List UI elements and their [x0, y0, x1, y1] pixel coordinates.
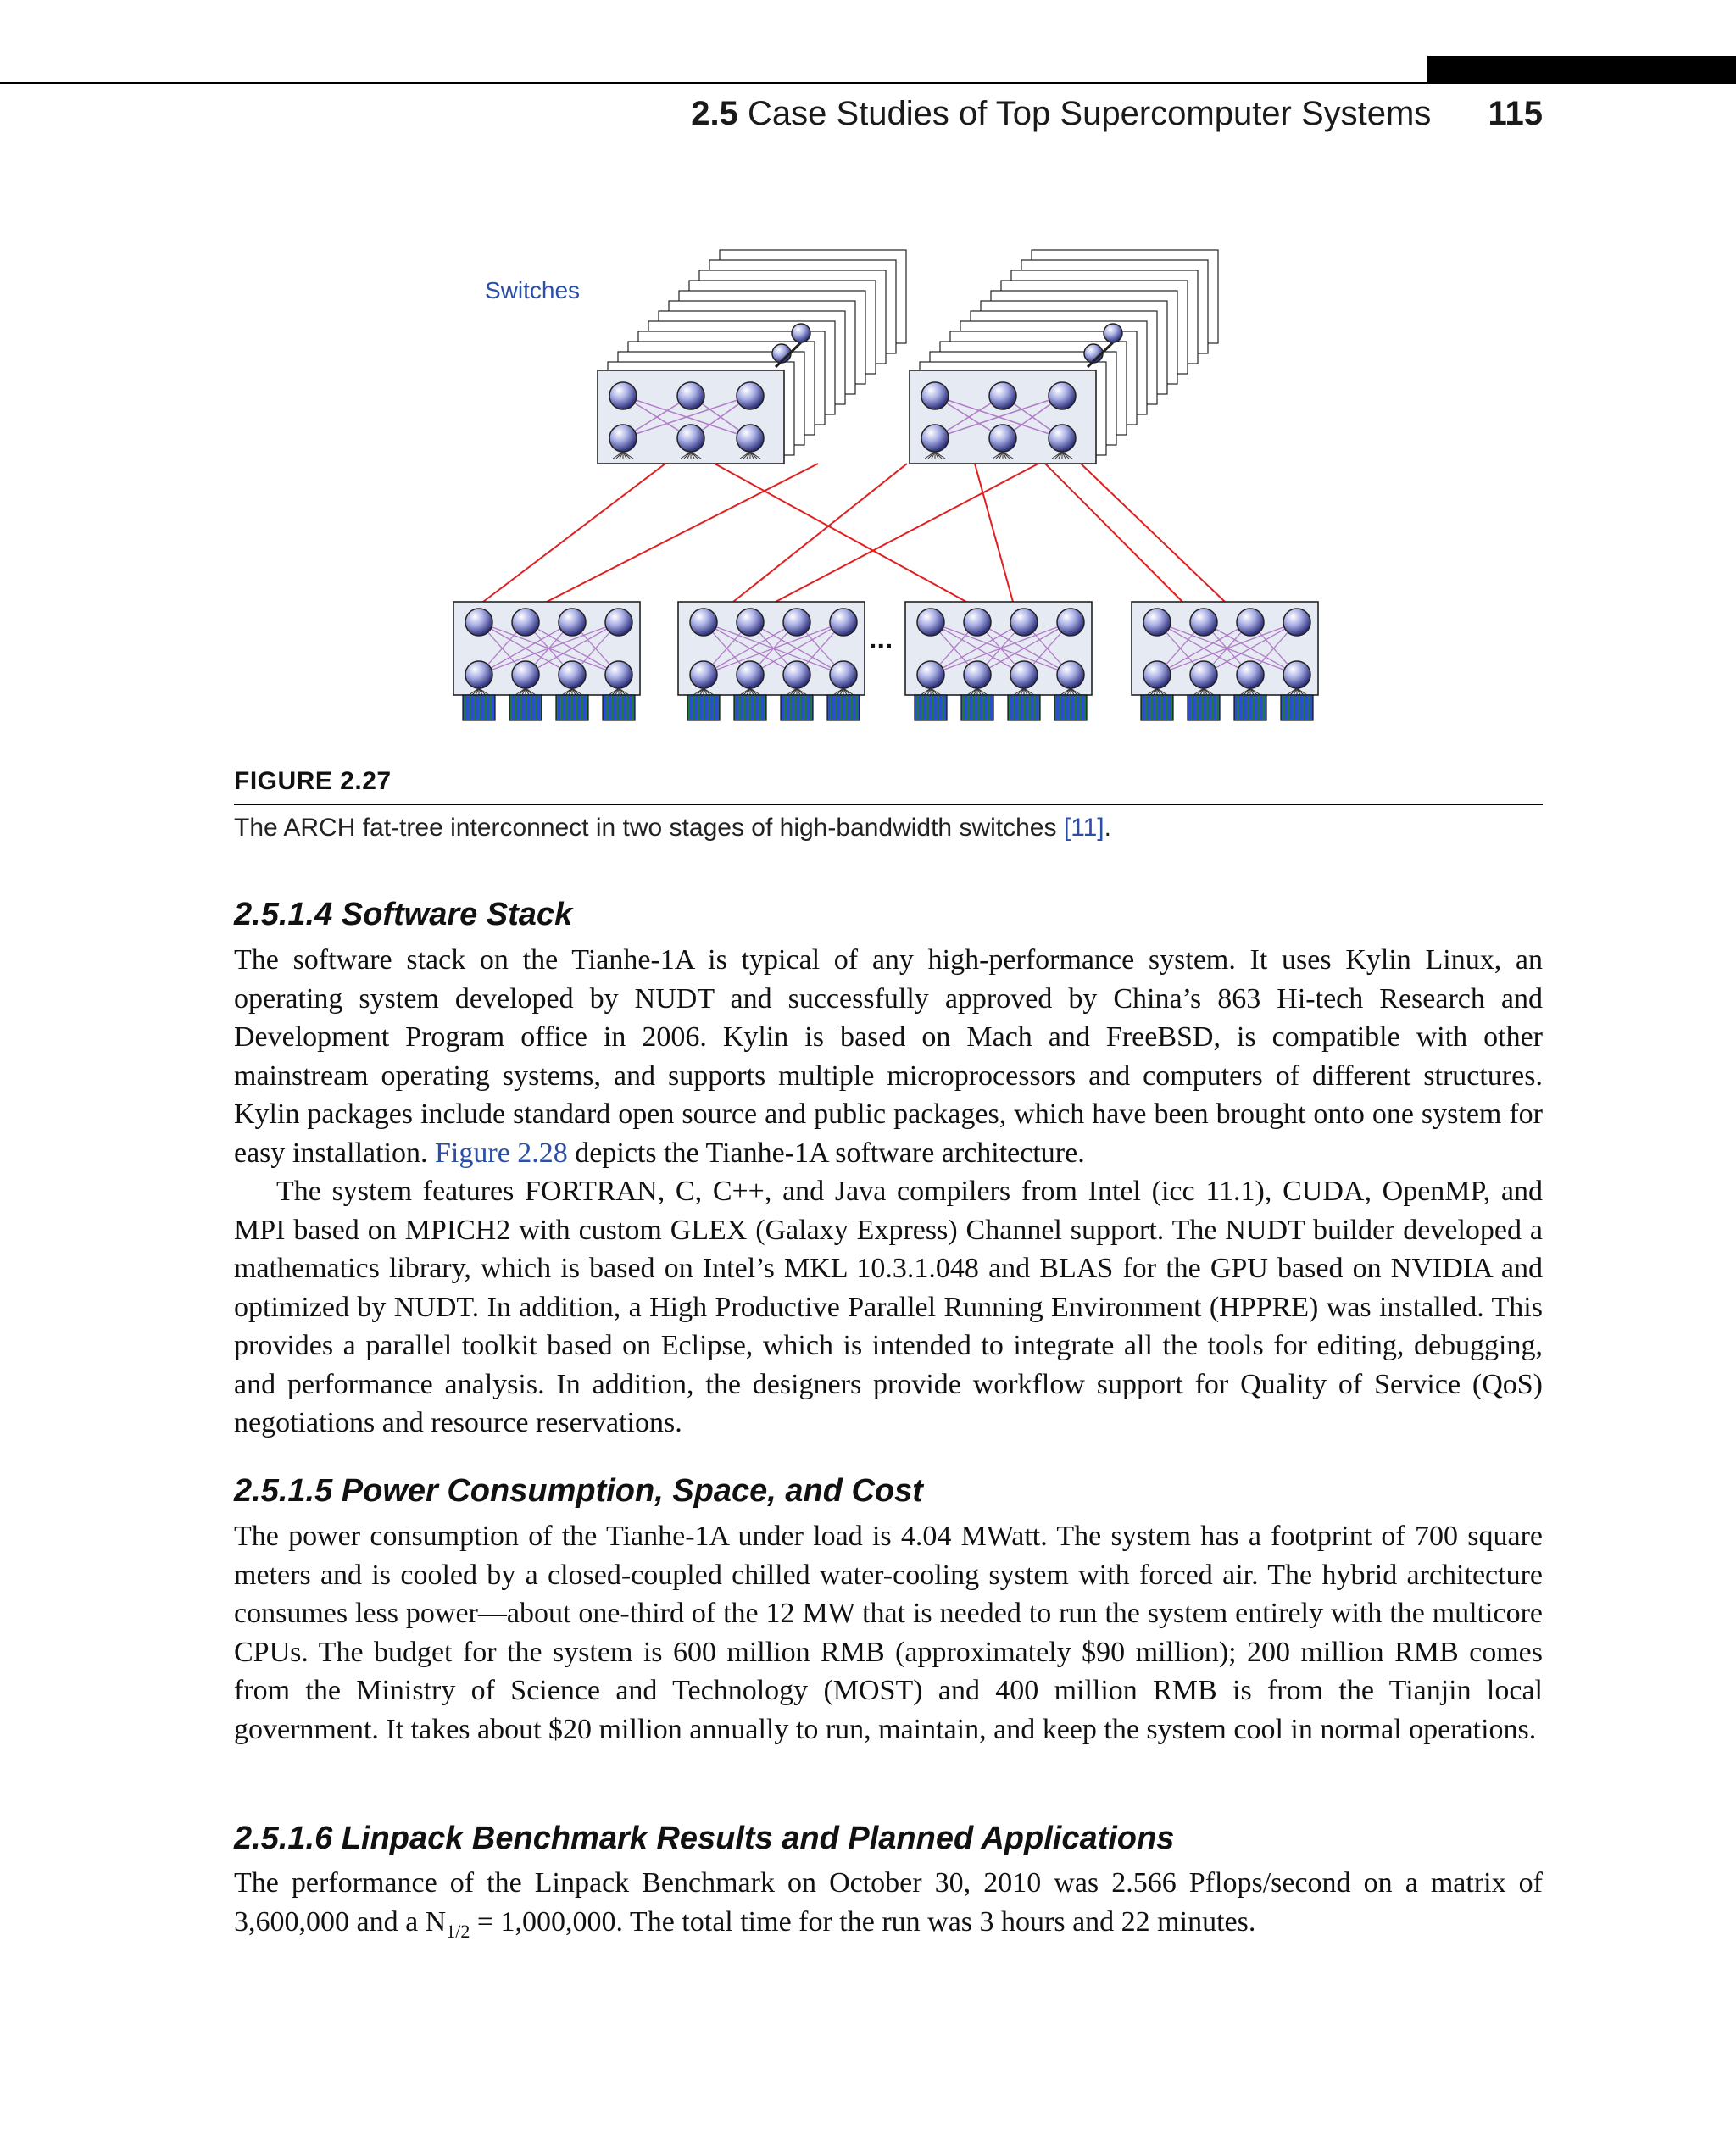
- compute-node-rack: [1281, 695, 1313, 720]
- caption-citation-link[interactable]: [11]: [1063, 814, 1104, 842]
- switch-node: [830, 661, 857, 688]
- switch-node: [1057, 661, 1084, 688]
- header-section-title: Case Studies of Top Supercomputer Systems: [748, 95, 1432, 132]
- compute-node-rack: [734, 695, 766, 720]
- section-heading-power: 2.5.1.5 Power Consumption, Space, and Cost: [234, 1473, 923, 1509]
- switch-node: [1057, 609, 1084, 636]
- compute-node-rack: [603, 695, 635, 720]
- figure-rule: [234, 804, 1543, 805]
- section-heading-linpack: 2.5.1.6 Linpack Benchmark Results and Planned Applications: [234, 1821, 1175, 1856]
- paragraph-text: The performance of the Linpack Benchmark on October 30, 2010 was 2.566 Pflops/second on a matrix of 3,600,000 and a N: [234, 1867, 1543, 1938]
- paragraph-power-1: The power consumption of the Tianhe-1A under load is 4.04 MWatt. The system has a footprint of 700 square meters and is cooled by a closed-coupled chilled water-cooling system with forced air. The hybrid architecture consumes less power—about one-third of the 12 MW that is needed to run the system entirely with the multicore CPUs. The budget for the system is 600 million RMB (approximately $90 million); 200 million RMB comes from the Ministry of Science and Technology (MOST) and 400 million RMB is from the Tianjin local government. It takes about $20 million annually to run, maintain, and keep the system cool in normal operations.: [234, 1521, 1543, 1745]
- uplink-line: [1081, 464, 1225, 602]
- compute-node-rack: [915, 695, 947, 720]
- switch-node: [1049, 382, 1076, 409]
- switch-node: [605, 609, 632, 636]
- caption-end: .: [1104, 814, 1111, 842]
- switch-node: [1237, 661, 1264, 688]
- switch-node: [1237, 609, 1264, 636]
- switch-node: [1190, 609, 1217, 636]
- figure-label: FIGURE 2.27: [234, 767, 392, 795]
- switch-node: [917, 661, 944, 688]
- switch-node: [792, 324, 810, 342]
- switch-node: [559, 609, 586, 636]
- lower-switch-4: [1132, 602, 1318, 720]
- switch-node: [917, 609, 944, 636]
- paragraph-text: The software stack on the Tianhe-1A is typical of any high-performance system. It uses Kylin Linux, an operating system developed by NUDT and successfully approved by China’s 863 Hi-tech Research and Development Program office in 2006. Kylin is based on Mach and FreeBSD, is compatible with other mainstream operating systems, and supports multiple microprocessors and computers of different structures. Kylin packages include standard open source and public packages, which have been brought onto one system for easy installation.: [234, 944, 1543, 1169]
- subscript: 1/2: [446, 1920, 470, 1942]
- uplink-line: [483, 464, 665, 602]
- switch-node: [690, 661, 717, 688]
- switch-node: [1143, 661, 1171, 688]
- caption-text: The ARCH fat-tree interconnect in two stages of high-bandwidth switches: [234, 814, 1064, 842]
- switch-node: [677, 425, 704, 452]
- compute-node-rack: [961, 695, 993, 720]
- lower-switch-1: [453, 602, 640, 720]
- switch-node: [830, 609, 857, 636]
- switch-node: [465, 661, 492, 688]
- compute-node-rack: [781, 695, 813, 720]
- upper-switch-stack-2: [910, 250, 1218, 464]
- paragraph-linpack-1: [234, 1864, 1543, 1950]
- switch-node: [921, 425, 949, 452]
- uplink-line: [1045, 464, 1182, 602]
- upper-switch-stack-1: [598, 250, 906, 464]
- paragraph-text: depicts the Tianhe-1A software architecture.: [567, 1137, 1085, 1169]
- section-heading-software-stack: 2.5.1.4 Software Stack: [234, 897, 573, 932]
- ellipsis-mark: ...: [869, 623, 893, 655]
- switch-node: [690, 609, 717, 636]
- lower-switches: [453, 602, 1318, 720]
- compute-node-rack: [1141, 695, 1173, 720]
- switch-node: [512, 661, 539, 688]
- switch-node: [609, 425, 637, 452]
- switch-node: [1283, 661, 1310, 688]
- compute-node-rack: [509, 695, 542, 720]
- switch-node: [737, 661, 764, 688]
- compute-node-rack: [556, 695, 588, 720]
- fat-tree-diagram: [441, 242, 1331, 750]
- switch-node: [964, 609, 991, 636]
- switch-node: [1143, 609, 1171, 636]
- running-header: [229, 95, 1543, 133]
- switch-node: [677, 382, 704, 409]
- compute-node-rack: [1054, 695, 1087, 720]
- paragraph-software-1: [234, 941, 1543, 1172]
- fat-tree-figure: [441, 242, 1331, 750]
- switch-node: [989, 382, 1016, 409]
- uplink-line: [715, 464, 966, 602]
- lower-switch-2: [678, 602, 865, 720]
- switch-node: [1283, 609, 1310, 636]
- switch-node: [605, 661, 632, 688]
- switch-node: [737, 382, 764, 409]
- figure-caption: [234, 814, 1543, 842]
- uplink-line: [975, 464, 1013, 602]
- switch-node: [921, 382, 949, 409]
- figure-link[interactable]: Figure 2.28: [435, 1137, 568, 1169]
- switch-node: [1010, 661, 1038, 688]
- switch-node: [783, 609, 810, 636]
- compute-node-rack: [463, 695, 495, 720]
- switches-label: Switches: [485, 277, 581, 303]
- paragraph-text: = 1,000,000. The total time for the run was 3 hours and 22 minutes.: [470, 1905, 1256, 1938]
- compute-node-rack: [1234, 695, 1266, 720]
- switch-node: [465, 609, 492, 636]
- paragraph-software-2: The system features FORTRAN, C, C++, and Java compilers from Intel (icc 11.1), CUDA, OpenMP, and MPI based on MPICH2 with custom GLEX (Galaxy Express) Channel support. The NUDT builder developed a mathematics library, which is based on Intel’s MKL 10.3.1.048 and BLAS for the GPU based on NVIDIA and optimized by NUDT. In addition, a High Productive Parallel Running Environment (HPPRE) was installed. This provides a parallel toolkit based on Eclipse, which is intended to integrate all the tools for editing, debugging, and performance analysis. In addition, the designers provide workflow support for Quality of Service (QoS) negotiations and resource reservations.: [234, 1176, 1543, 1438]
- page-tab-bar: [1427, 56, 1736, 84]
- header-section-number: 2.5: [691, 95, 738, 132]
- page-number: 115: [1488, 95, 1543, 132]
- switch-node: [1010, 609, 1038, 636]
- switch-node: [609, 382, 637, 409]
- uplink-line: [733, 464, 907, 602]
- uplinks: [483, 464, 1225, 602]
- uplink-line: [547, 464, 818, 602]
- switch-node: [512, 609, 539, 636]
- switch-node: [1104, 324, 1122, 342]
- switch-node: [964, 661, 991, 688]
- switch-node: [559, 661, 586, 688]
- upper-switches: [598, 250, 1218, 464]
- switch-node: [1190, 661, 1217, 688]
- switch-node: [783, 661, 810, 688]
- compute-node-rack: [827, 695, 860, 720]
- uplink-line: [776, 464, 1038, 602]
- switch-node: [1049, 425, 1076, 452]
- switch-node: [989, 425, 1016, 452]
- compute-node-rack: [1008, 695, 1040, 720]
- lower-switch-3: [905, 602, 1092, 720]
- compute-node-rack: [1188, 695, 1220, 720]
- compute-node-rack: [687, 695, 720, 720]
- switch-node: [737, 609, 764, 636]
- switch-node: [737, 425, 764, 452]
